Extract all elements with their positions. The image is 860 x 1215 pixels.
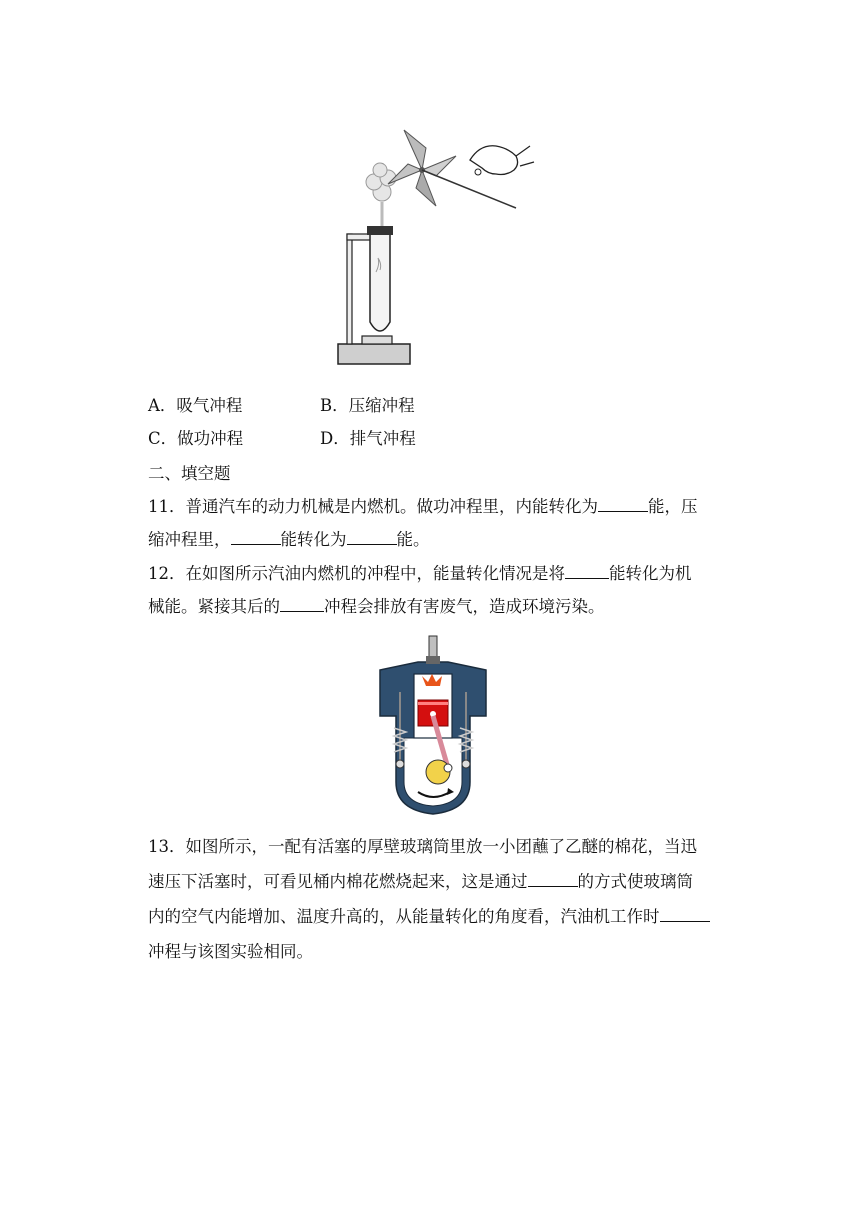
test-tube-pinwheel-figure: [330, 122, 536, 378]
option-b: B．压缩冲程: [320, 396, 415, 415]
q12-text-2a: 械能。紧接其后的: [148, 597, 280, 616]
q11-text-2a: 缩冲程里，: [148, 530, 231, 549]
section-title: 二、填空题: [148, 464, 231, 483]
q11-text-2c: 能。: [396, 530, 430, 549]
question-12-line-2: [148, 597, 605, 617]
question-13-line-2: [148, 872, 693, 892]
option-c: C．做功冲程: [148, 429, 244, 448]
option-d: D．排气冲程: [320, 429, 416, 448]
q13-text-2a: 速压下活塞时，可看见桶内棉花燃烧起来，这是通过: [148, 872, 528, 891]
question-13-line-4: 冲程与该图实验相同。: [148, 942, 313, 961]
q12-text-1b: 能转化为机: [609, 564, 692, 583]
q12-text-2b: 冲程会排放有害废气，造成环境污染。: [324, 597, 605, 616]
answer-blank[interactable]: [280, 597, 324, 612]
question-11-line-1: [148, 497, 698, 517]
option-a: A．吸气冲程: [148, 396, 243, 415]
answer-blank[interactable]: [598, 497, 648, 512]
engine-cylinder-figure: [374, 632, 492, 818]
answer-blank[interactable]: [528, 872, 578, 887]
answer-blank[interactable]: [565, 564, 609, 579]
answer-blank[interactable]: [231, 530, 281, 545]
answer-blank[interactable]: [660, 907, 710, 922]
q13-text-3a: 内的空气内能增加、温度升高的，从能量转化的角度看，汽油机工作时: [148, 907, 660, 926]
question-13-line-1: 13．如图所示，一配有活塞的厚壁玻璃筒里放一小团蘸了乙醚的棉花，当迅: [148, 837, 697, 856]
q11-text-1b: 能，压: [648, 497, 698, 516]
question-12-line-1: [148, 564, 692, 584]
question-13-line-3: [148, 907, 710, 927]
q11-text-1a: 11．普通汽车的动力机械是内燃机。做功冲程里，内能转化为: [148, 497, 598, 516]
q11-text-2b: 能转化为: [280, 530, 347, 549]
answer-blank[interactable]: [347, 530, 397, 545]
question-11-line-2: [148, 530, 430, 550]
q13-text-2b: 的方式使玻璃筒: [577, 872, 693, 891]
q12-text-1a: 12．在如图所示汽油内燃机的冲程中，能量转化情况是将: [148, 564, 565, 583]
